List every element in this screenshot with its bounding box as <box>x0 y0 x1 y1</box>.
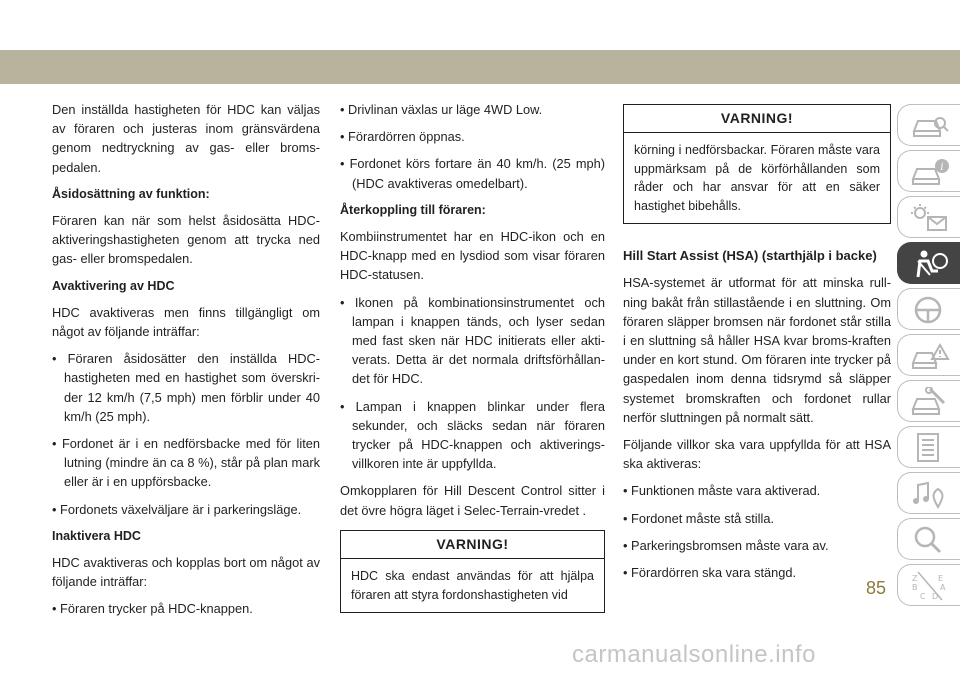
svg-text:i: i <box>940 162 944 173</box>
svg-text:D: D <box>932 592 939 601</box>
bullet-item: • Föraren åsidosätter den inställda HDC-hastigheten med en hastighet som överskri-der 12 km/h (7,5 mph) men förblir under 40 km/h (25 mph). <box>52 351 320 424</box>
svg-text:C: C <box>920 592 926 601</box>
checklist-icon <box>910 433 950 463</box>
watermark: carmanualsonline.info <box>572 641 816 668</box>
bullet-item: • Föraren trycker på HDC-knappen. <box>52 601 253 617</box>
tab-multimedia[interactable] <box>897 472 960 514</box>
bullet-item: • Fordonet måste stå stilla. <box>623 510 774 526</box>
svg-text:E: E <box>938 574 944 583</box>
car-info-icon <box>910 157 950 187</box>
bullet-item: • Förardörren ska vara stängd. <box>623 565 797 581</box>
section-heading: Återkoppling till föraren: <box>340 202 486 217</box>
section-heading: Inaktivera HDC <box>52 528 141 543</box>
paragraph: HDC avaktiveras men finns tillgängligt om något av följande inträffar: <box>52 304 320 340</box>
paragraph: Föraren kan när som helst åsidosätta HDC-aktiveringshastigheten genom att trycka ned gas- eller bromspedalen. <box>52 213 320 267</box>
bullet-item: • Förardörren öppnas. <box>340 129 465 145</box>
warning-light-mail-icon <box>910 203 950 233</box>
warning-box <box>623 104 891 224</box>
seatbelt-airbag-icon <box>910 249 950 279</box>
svg-text:A: A <box>940 583 946 592</box>
bullet-item: • Ikonen på kombinationsinstrumentet och lampan i knappen tänds, och lyser sedan med fast sken när HDC initierats eller akti-verats. Detta är det normala driftsförhållan-det för HDC. <box>340 294 605 387</box>
wrench-car-icon <box>910 387 950 417</box>
bullet-item: • Lampan i knappen blinkar under flera sekunder, och släcks sedan när föraren trycker på HDC-knappen och aktiverings-villkoren inte är uppfyllda. <box>340 398 605 472</box>
section-heading: Avaktivering av HDC <box>52 278 175 293</box>
tab-car-info[interactable] <box>897 150 960 192</box>
warning-title: VARNING! <box>341 531 604 559</box>
paragraph: Omkopplaren för Hill Descent Control sitter i det övre högra läget i Selec-Terrain-vredet . <box>340 483 605 518</box>
section-heading: Åsidosättning av funktion: <box>52 186 210 201</box>
tab-service[interactable] <box>897 380 960 422</box>
paragraph: Följande villkor ska vara uppfyllda för att HSA ska aktiveras: <box>623 437 891 472</box>
paragraph: HDC avaktiveras och kopplas bort om något av följande inträffar: <box>52 555 320 590</box>
svg-text:B: B <box>912 583 918 592</box>
search-icon <box>910 525 950 555</box>
car-search-icon <box>910 111 950 141</box>
tab-warning-lights[interactable] <box>897 196 960 238</box>
bullet-item: • Parkeringsbromsen måste vara av. <box>623 537 829 553</box>
paragraph: Den inställda hastigheten för HDC kan väljas av föraren och justeras inom gränsvärdena genom nedtryckning av gas- eller broms-pedalen. <box>52 102 320 175</box>
tab-car-search[interactable] <box>897 104 960 146</box>
tab-customer-assistance[interactable] <box>897 518 960 560</box>
bullet-item: • Fordonet körs fortare än 40 km/h. (25 mph) (HDC avaktiveras omedelbart). <box>340 156 605 191</box>
car-warning-icon <box>910 341 950 371</box>
page-number: 85 <box>866 578 887 598</box>
tab-emergency[interactable] <box>897 334 960 376</box>
bullet-item: • Funktionen måste vara aktiverad. <box>623 483 821 499</box>
tab-driving[interactable] <box>897 288 960 330</box>
bullet-item: • Fordonet är i en nedförsbacke med för liten lutning (mindre än ca 8 %), står på plan mark eller är i en uppförsbacke. <box>52 436 320 490</box>
tab-index[interactable] <box>897 564 960 606</box>
section-heading: Hill Start Assist (HSA) (starthjälp i backe) <box>623 248 877 264</box>
header-band <box>0 50 960 84</box>
music-location-icon <box>910 479 950 509</box>
svg-text:Z: Z <box>912 574 918 583</box>
paragraph: HSA-systemet är utformat för att minska rull-ning bakåt från stillastående i en sluttning. Om föraren släpper bromsen när fordonet står stilla i en sluttning så håller HSA kvar broms-kraften under en kort stund. Om föraren inte trycker på gaspedalen inom denna tidsrymd så släpper systemet bromskraften och fordonet rullar nerför sluttningen på normalt sätt. <box>623 275 891 425</box>
column-middle <box>340 100 605 613</box>
column-right <box>623 104 891 590</box>
bullet-item: • Drivlinan växlas ur läge 4WD Low. <box>340 102 543 117</box>
warning-box <box>340 530 605 613</box>
steering-wheel-icon <box>910 295 950 325</box>
column-left <box>52 100 320 627</box>
warning-text: körning i nedförsbackar. Föraren måste vara uppmärksam på de körförhållanden som råder och har ansvar för att en säker hastighet bibehålls. <box>634 143 880 213</box>
tab-safety[interactable] <box>897 242 960 284</box>
tab-specifications[interactable] <box>897 426 960 468</box>
warning-text: HDC ska endast användas för att hjälpa föraren att styra fordonshastigheten vid <box>351 569 594 602</box>
alphabet-index-icon <box>910 571 950 601</box>
paragraph: Kombiinstrumentet har en HDC-ikon och en HDC-knapp med en lysdiod som visar föraren HDC-statusen. <box>340 229 605 283</box>
warning-title: VARNING! <box>624 105 890 133</box>
bullet-item: • Fordonets växelväljare är i parkeringsläge. <box>52 501 302 517</box>
